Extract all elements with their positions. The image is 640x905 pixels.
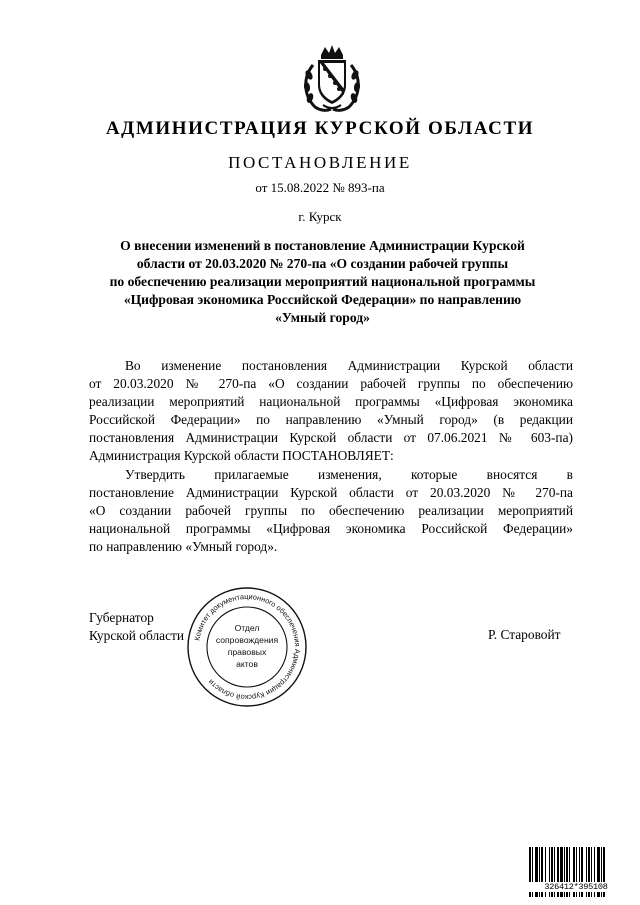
body-line: от 20.03.2020 № 270-па «О создании рабочей группы по обеспечению xyxy=(89,376,573,392)
stamp-center-line: сопровождения xyxy=(215,635,279,645)
body-line: Российской Федерации» по направлению «Умный город» (в редакции xyxy=(89,412,573,428)
body-line: Во изменение постановления Администрации Курской области xyxy=(125,358,573,373)
document-type: ПОСТАНОВЛЕНИЕ xyxy=(228,153,412,172)
body-paragraph-1 xyxy=(89,357,573,466)
stamp-center-line: Отдел xyxy=(234,623,260,633)
body-line: реализации мероприятий национальной программы «Цифровая экономика xyxy=(89,394,573,410)
stamp-center-line: актов xyxy=(236,659,258,669)
document-city: г. Курск xyxy=(298,209,342,224)
body-line: Администрация Курской области ПОСТАНОВЛЯЕТ: xyxy=(89,448,394,464)
signatory-position-line: Губернатор xyxy=(89,610,154,625)
title-line: О внесении изменений в постановление Администрации Курской xyxy=(120,238,525,253)
signatory-position xyxy=(89,609,184,645)
signatory-name: Р. Старовойт xyxy=(488,627,561,642)
signatory-position-line: Курской области xyxy=(89,628,185,643)
document-title xyxy=(80,237,565,327)
organization-name: АДМИНИСТРАЦИЯ КУРСКОЙ ОБЛАСТИ xyxy=(105,118,535,139)
title-line: «Цифровая экономика Российской Федерации» по направлению xyxy=(123,292,522,307)
document-date-number: от 15.08.2022 № 893-па xyxy=(255,180,385,195)
barcode-number: 326412*395108 xyxy=(528,882,624,892)
title-line: по обеспечению реализации мероприятий национальной программы xyxy=(109,274,536,289)
official-stamp xyxy=(186,586,308,708)
title-line: области от 20.03.2020 № 270-па «О создании рабочей группы xyxy=(136,256,509,271)
body-line: «О создании рабочей группы по обеспечению реализации мероприятий xyxy=(89,503,573,519)
body-line: постановление Администрации Курской области от 20.03.2020 № 270-па xyxy=(89,485,573,501)
body-line: Утвердить прилагаемые изменения, которые вносятся в xyxy=(125,467,573,482)
body-line: национальной программы «Цифровая экономика Российской Федерации» xyxy=(89,521,573,537)
title-line: «Умный город» xyxy=(275,310,370,325)
stamp-center-line: правовых xyxy=(227,647,267,657)
body-line: по направлению «Умный город». xyxy=(89,539,278,555)
body-line: постановления Администрации Курской области от 07.06.2021 № 603-па) xyxy=(89,430,573,446)
coat-of-arms-icon xyxy=(301,45,363,113)
body-paragraph-2 xyxy=(89,466,573,556)
stamp-ring-text: Комитет документационного обеспечения Администрации Курской области xyxy=(192,591,303,703)
